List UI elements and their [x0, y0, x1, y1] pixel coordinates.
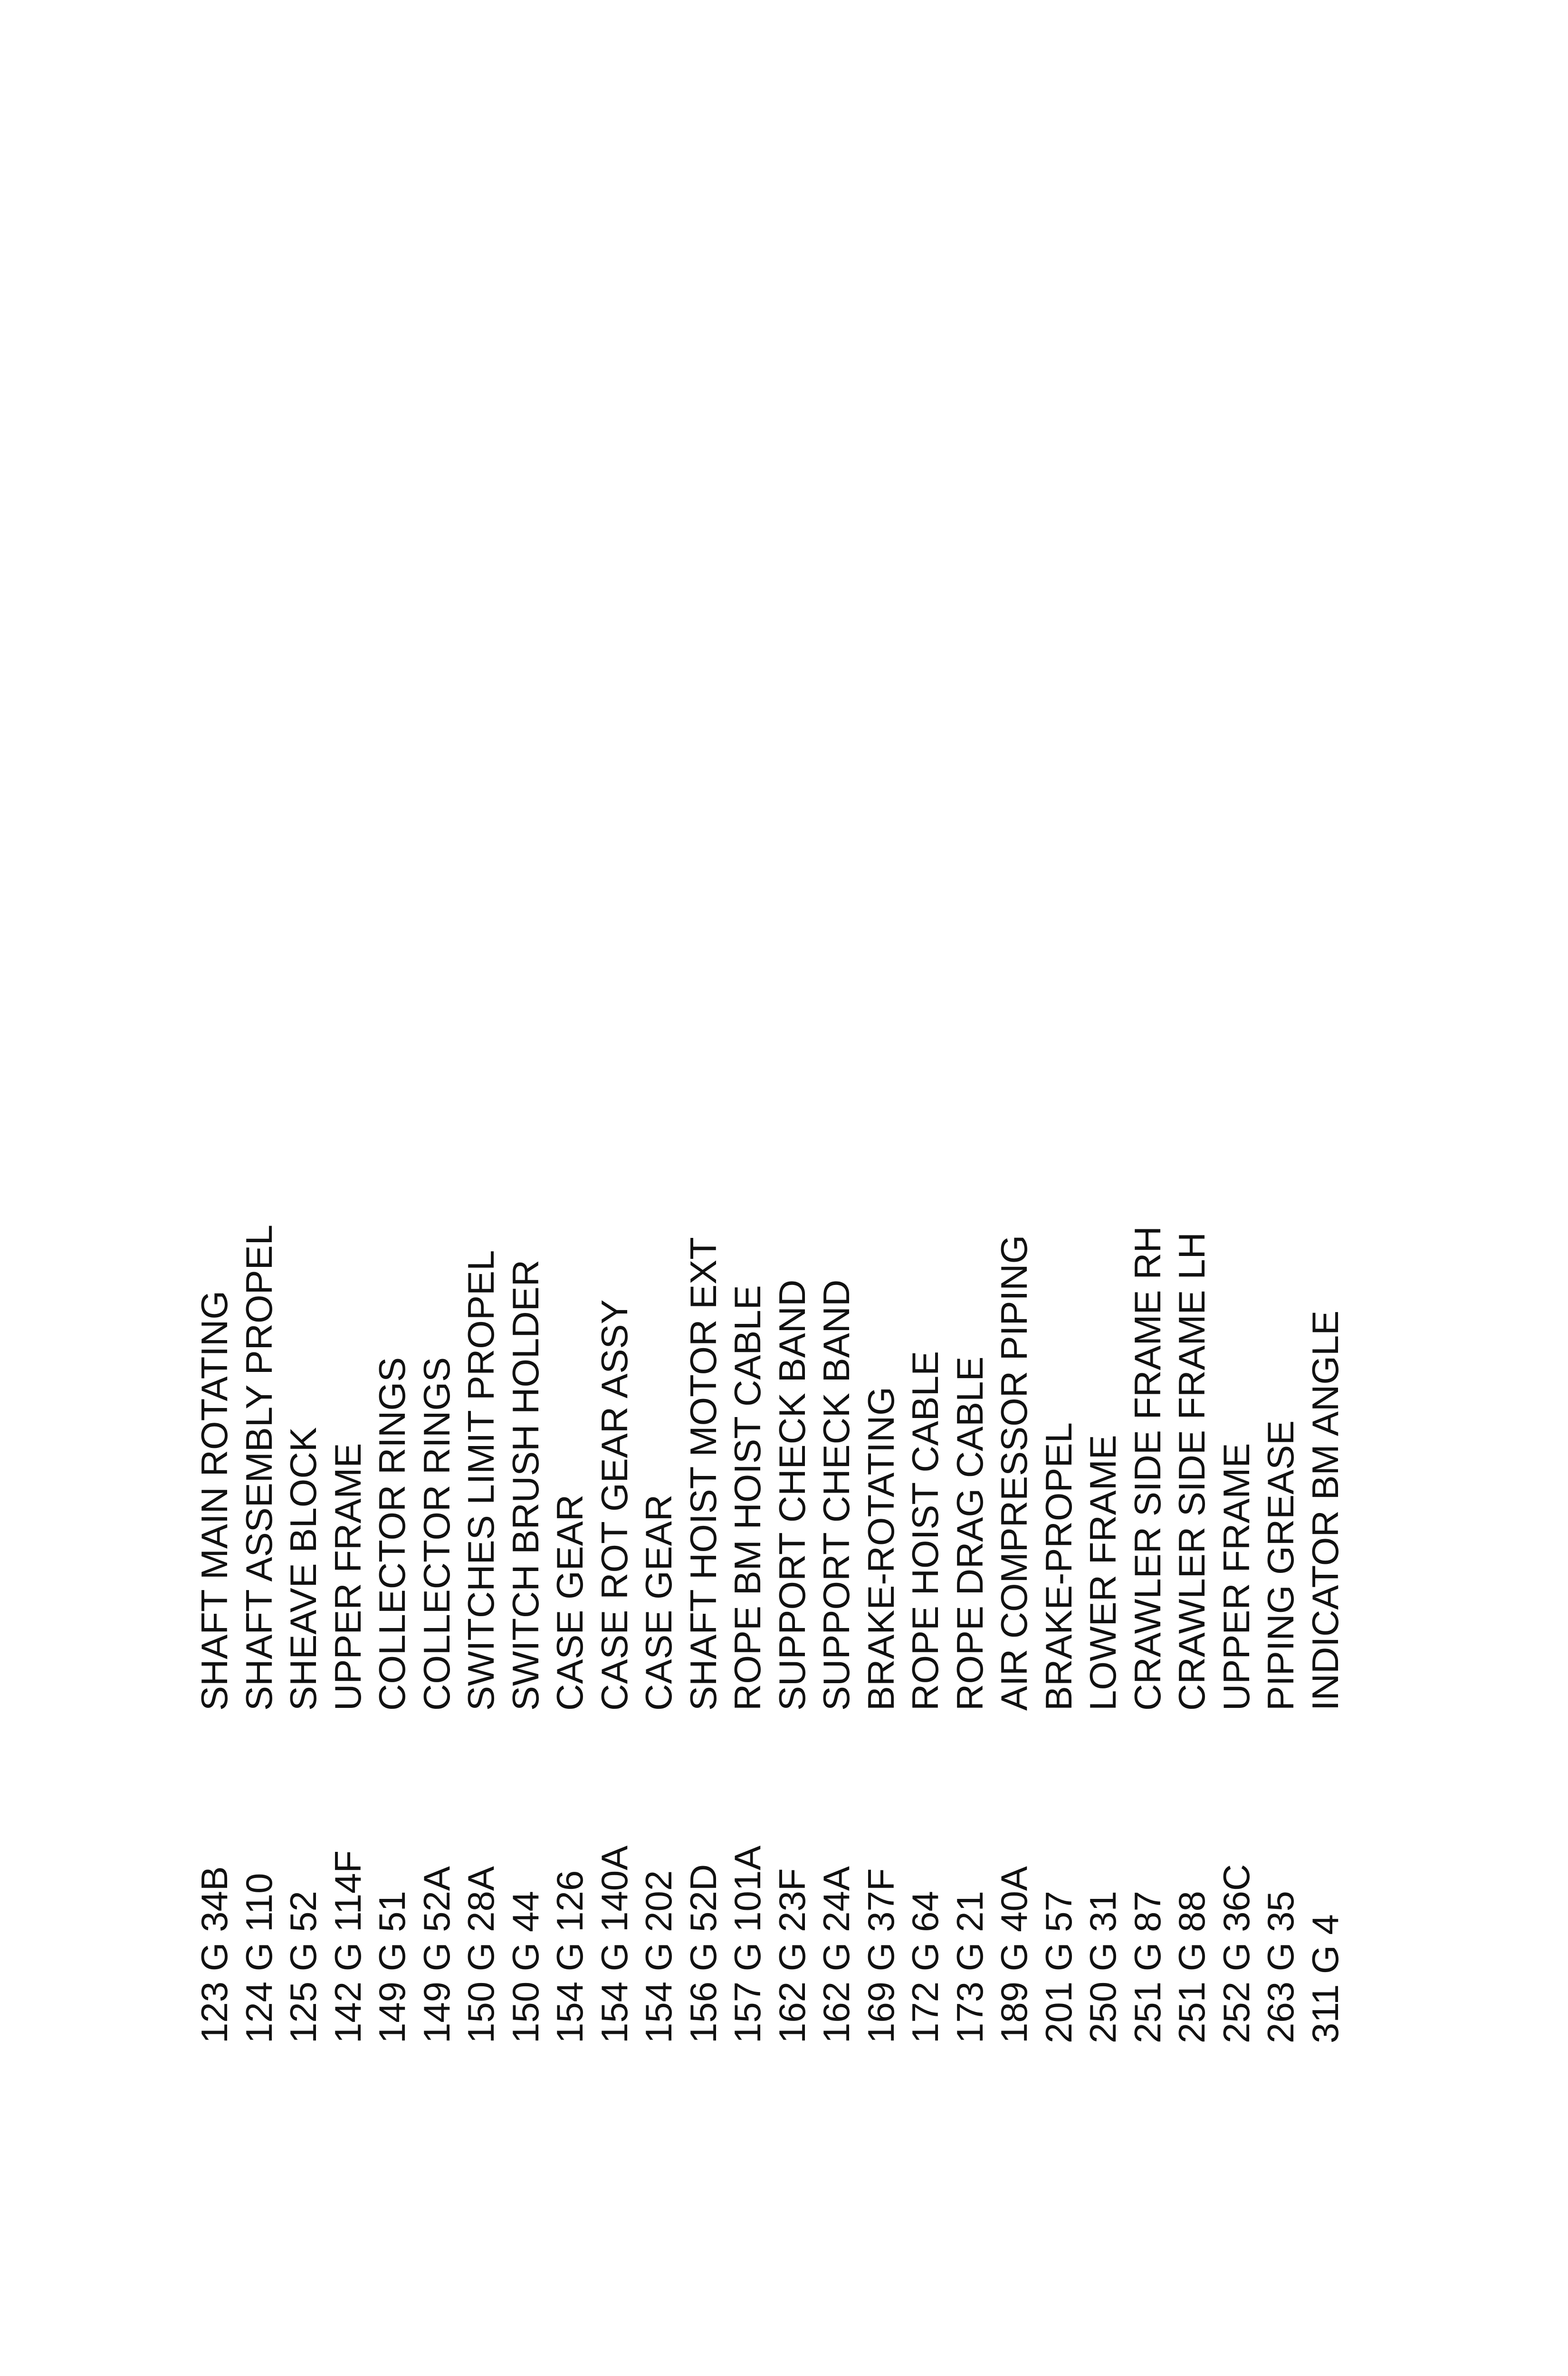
part-description: ROPE DRAG CABLE [948, 1356, 991, 1711]
part-description: COLLECTOR RINGS [415, 1357, 458, 1711]
part-description: SUPPORT CHECK BAND [771, 1279, 813, 1711]
part-reference: 162 G 23F [771, 1868, 813, 2043]
part-reference: 173 G 21 [948, 1891, 991, 2043]
part-reference: 162 G 24A [815, 1866, 857, 2043]
part-description: LOWER FRAME [1082, 1435, 1124, 1711]
part-description: SHAFT MAIN ROTATING [193, 1290, 235, 1711]
part-description: UPPER FRAME [1215, 1443, 1257, 1711]
part-reference: 263 G 35 [1260, 1891, 1301, 2043]
part-reference: 154 G 126 [549, 1870, 591, 2043]
part-reference: 149 G 52A [415, 1866, 458, 2043]
part-reference: 156 G 52D [682, 1864, 724, 2043]
part-description: CASE ROT GEAR ASSY [593, 1299, 635, 1711]
part-reference: 125 G 52 [282, 1891, 324, 2043]
part-description: SHAFT HOIST MOTOR EXT [682, 1237, 724, 1711]
part-description: CRAWLER SIDE FRAME RH [1126, 1226, 1168, 1711]
part-reference: 251 G 87 [1126, 1891, 1168, 2043]
part-description: INDICATOR BM ANGLE [1304, 1310, 1346, 1711]
part-description: SUPPORT CHECK BAND [815, 1279, 857, 1711]
part-description: ROPE BM HOIST CABLE [727, 1285, 768, 1711]
part-reference: 252 G 36C [1215, 1864, 1257, 2043]
part-reference: 189 G 40A [993, 1866, 1035, 2043]
part-description: BRAKE-ROTATING [860, 1387, 902, 1711]
part-description: ROPE HOIST CABLE [904, 1351, 946, 1711]
part-description: SHAFT ASSEMBLY PROPEL [238, 1224, 280, 1711]
part-reference: 154 G 202 [638, 1870, 679, 2043]
part-reference: 169 G 37F [860, 1868, 902, 2043]
part-description: CRAWLER SIDE FRAME LH [1171, 1232, 1213, 1711]
part-description: SHEAVE BLOCK [282, 1427, 324, 1711]
part-description: BRAKE-PROPEL [1037, 1422, 1080, 1711]
part-reference: 172 G 64 [904, 1891, 946, 2043]
part-description: COLLECTOR RINGS [371, 1357, 413, 1711]
part-reference: 124 G 110 [238, 1873, 280, 2043]
part-reference: 250 G 31 [1082, 1891, 1124, 2043]
part-reference: 123 G 34B [193, 1866, 235, 2043]
part-reference: 311 G 4 [1304, 1914, 1346, 2043]
part-description: SWITCH BRUSH HOLDER [504, 1259, 546, 1711]
part-reference: 142 G 114F [326, 1850, 369, 2043]
part-reference: 201 G 57 [1037, 1891, 1080, 2043]
part-reference: 157 G 101A [727, 1845, 768, 2043]
part-description: AIR COMPRESSOR PIPING [993, 1235, 1035, 1711]
part-reference: 150 G 28A [460, 1866, 502, 2043]
part-description: PIPING GREASE [1260, 1420, 1301, 1711]
part-description: CASE GEAR [638, 1494, 679, 1711]
part-reference: 154 G 140A [593, 1845, 635, 2043]
part-reference: 149 G 51 [371, 1891, 413, 2043]
part-reference: 150 G 44 [504, 1891, 546, 2043]
part-description: CASE GEAR [549, 1494, 591, 1711]
part-description: UPPER FRAME [326, 1443, 369, 1711]
part-description: SWITCHES LIMIT PROPEL [460, 1250, 502, 1711]
part-reference: 251 G 88 [1171, 1891, 1213, 2043]
